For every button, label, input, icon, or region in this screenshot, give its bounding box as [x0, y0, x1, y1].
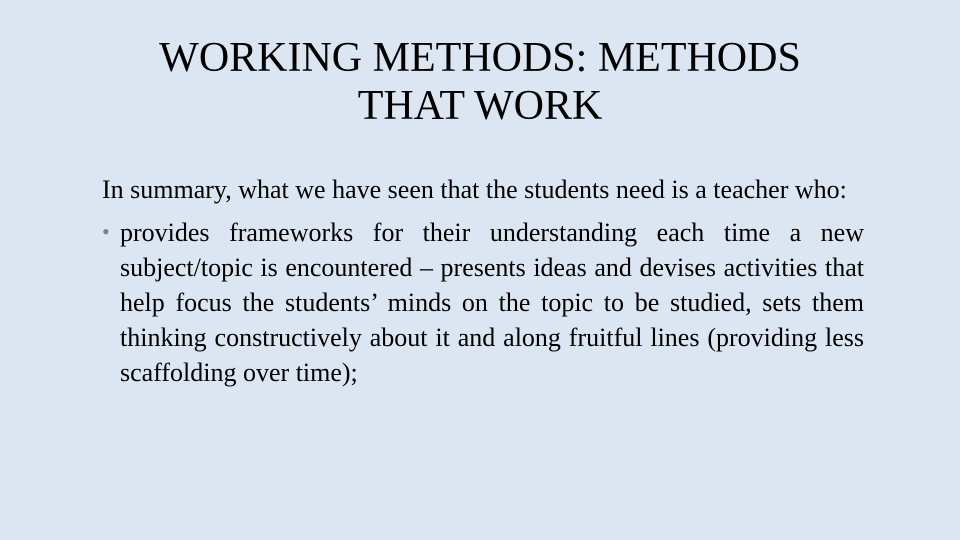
- intro-paragraph: In summary, what we have seen that the students need is a teacher who:: [102, 175, 847, 204]
- slide-title: [80, 34, 880, 130]
- bullet-item: [102, 215, 864, 390]
- slide-title-line-1: WORKING METHODS: METHODS: [159, 35, 801, 81]
- bullet-text: provides frameworks for their understanding each time a new subject/topic is encountered – presents ideas and devises activities that help focus the students’ minds on the topic to be studied, sets them thinking constructively about it and along fruitful lines (providing less scaffolding over time);: [120, 218, 864, 387]
- bullet-marker-icon: •: [102, 219, 110, 244]
- bullet-list: [102, 215, 864, 390]
- slide-title-line-2: THAT WORK: [357, 83, 603, 129]
- slide-body: [102, 172, 864, 390]
